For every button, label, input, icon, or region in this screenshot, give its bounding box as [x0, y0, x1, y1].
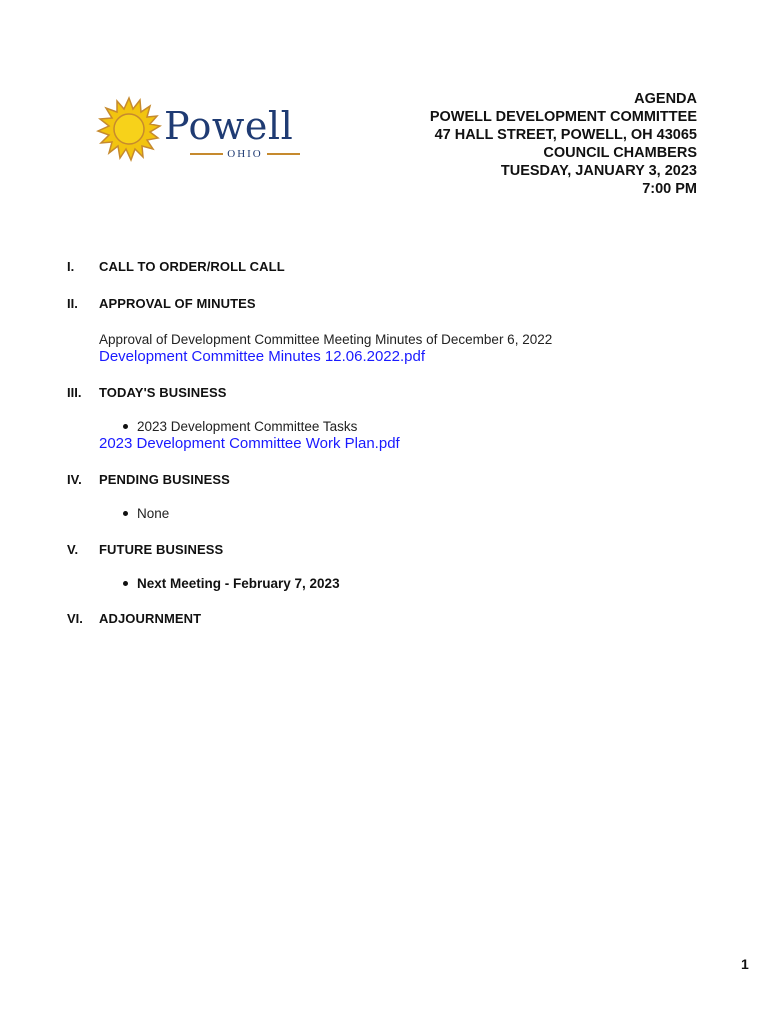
header-agenda: AGENDA: [634, 91, 697, 107]
header-location: COUNCIL CHAMBERS: [543, 145, 697, 161]
minutes-approval-text: Approval of Development Committee Meeting Minutes of December 6, 2022: [99, 332, 553, 347]
bullet-text: None: [137, 506, 170, 521]
section-title: PENDING BUSINESS: [99, 472, 230, 487]
bullet-icon: [123, 424, 128, 429]
section-adjournment: [67, 611, 201, 626]
bullet-text: 2023 Development Committee Tasks: [137, 419, 358, 434]
logo-rule-left: [190, 153, 223, 155]
header-committee: POWELL DEVELOPMENT COMMITTEE: [429, 109, 697, 125]
logo-rule-right: [267, 153, 300, 155]
powell-logo: [96, 96, 326, 166]
section-title: CALL TO ORDER/ROLL CALL: [99, 259, 285, 274]
bullet-item: [123, 506, 169, 521]
section-title: FUTURE BUSINESS: [99, 542, 224, 557]
bullet-text: Next Meeting - February 7, 2023: [137, 576, 340, 591]
section-number: VI.: [67, 611, 83, 626]
section-todays-business: [67, 385, 227, 400]
section-pending-business: [67, 472, 230, 487]
section-number: V.: [67, 542, 79, 557]
section-number: IV.: [67, 472, 82, 487]
section-title: ADJOURNMENT: [99, 611, 202, 626]
header-date: TUESDAY, JANUARY 3, 2023: [500, 163, 697, 179]
work-plan-pdf-link[interactable]: 2023 Development Committee Work Plan.pdf: [99, 435, 400, 452]
minutes-pdf-link[interactable]: Development Committee Minutes 12.06.2022.pdf: [99, 348, 426, 365]
agenda-header: [430, 90, 697, 198]
bullet-item: [123, 576, 340, 591]
bullet-item: [123, 419, 357, 434]
section-call-to-order: [67, 259, 285, 274]
bullet-icon: [123, 581, 128, 586]
section-title: TODAY'S BUSINESS: [99, 385, 227, 400]
logo-wordmark: Powell: [164, 104, 294, 148]
section-number: III.: [67, 385, 82, 400]
section-approval-of-minutes: [67, 296, 256, 311]
section-future-business: [67, 542, 223, 557]
header-address: 47 HALL STREET, POWELL, OH 43065: [434, 127, 697, 143]
header-time: 7:00 PM: [642, 181, 697, 197]
logo-subtitle: [190, 147, 300, 161]
section-title: APPROVAL OF MINUTES: [99, 296, 256, 311]
page-number: 1: [741, 956, 749, 972]
section-number: I.: [67, 259, 75, 274]
section-number: II.: [67, 296, 78, 311]
bullet-icon: [123, 511, 128, 516]
sun-icon: [96, 96, 162, 162]
logo-ohio: OHIO: [227, 148, 263, 160]
